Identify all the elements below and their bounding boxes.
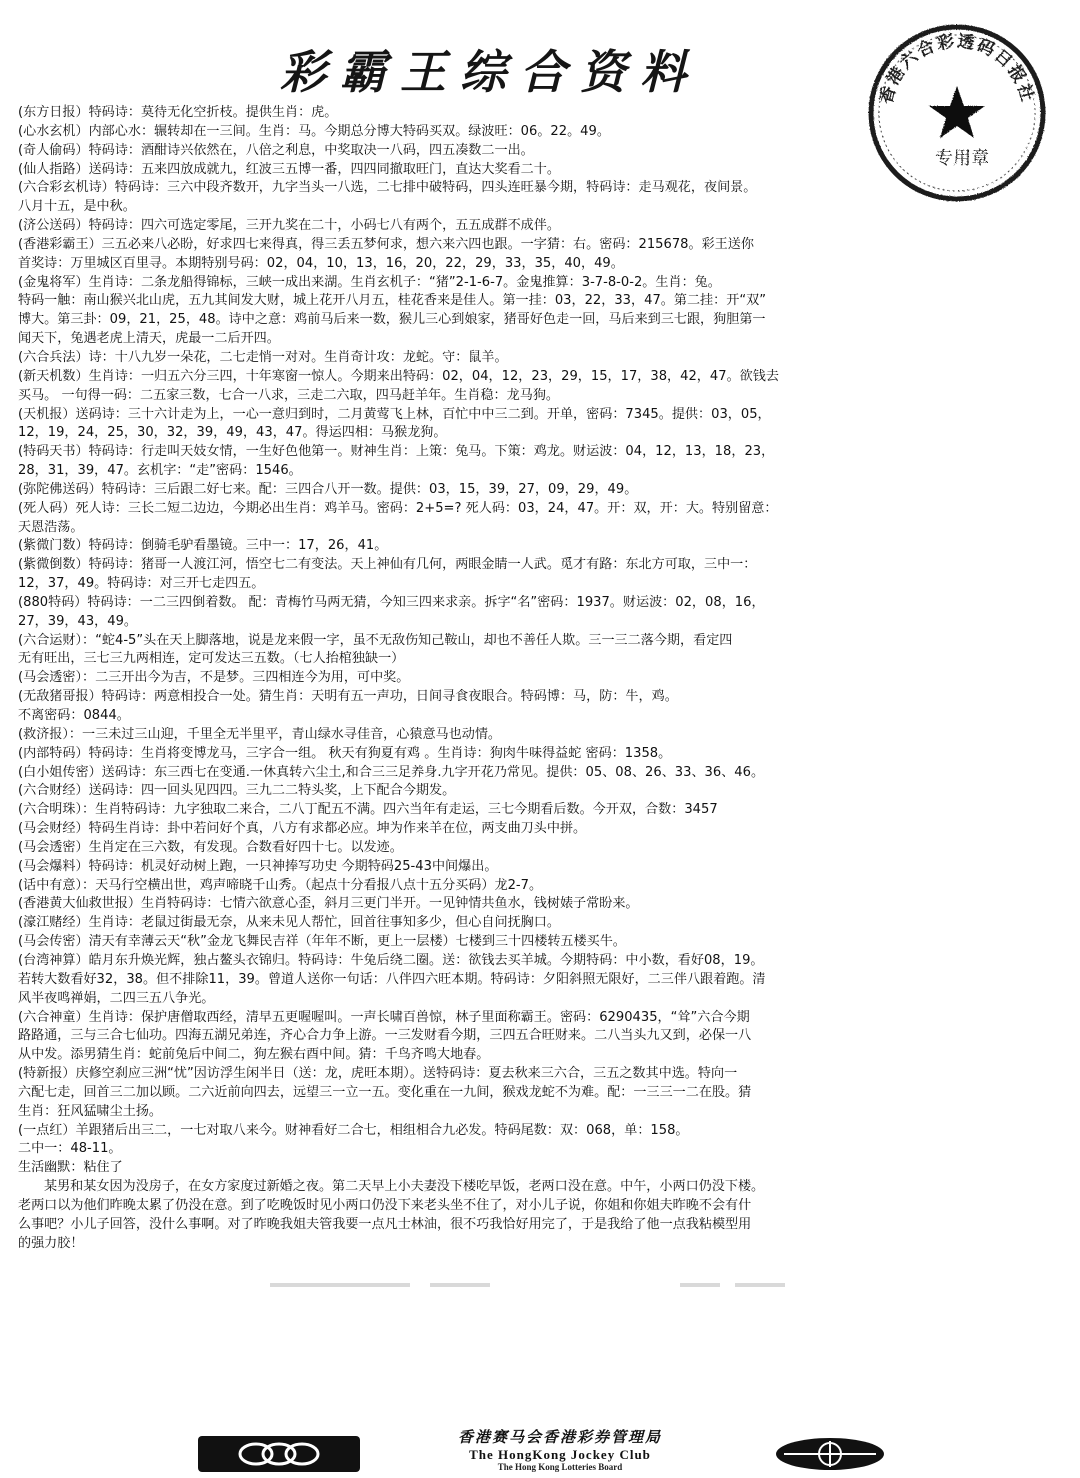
text-line: (仙人指路）送码诗：五来四放成就九，红波三五博一番，四四同撤取旺门，直达大奖看二十。 <box>18 161 560 177</box>
text-line: (心水玄机）内部心水：辗转却在一三间。生肖：马。今期总分博大特码买双。绿波旺：06。22。49。 <box>18 123 610 139</box>
text-line: 某男和某女因为没房子，在女方家度过新婚之夜。第二天早上小夫妻没下楼吃早饭，老两口没在意。中午，小两口仍没下楼。 <box>44 1179 765 1195</box>
text-line: (济公送码）特码诗：四六可选定零尾，三开九奖在二十，小码七八有两个，五五成群不成伴。 <box>18 218 560 234</box>
text-line: 27，39，43，49。 <box>18 613 138 629</box>
article-body <box>18 104 1064 1253</box>
lottery-logo-left <box>198 1436 360 1472</box>
text-line: (台湾神算）皓月东升焕光辉，独占鳌头衣锦归。特码诗：牛兔后绕二圈。送：欲钱去买羊城。今期特码：中小数，看好08，19。 <box>18 952 764 968</box>
text-line: (死人码）死人诗：三长二短二边边，今期必出生肖：鸡羊马。密码：2+5=? 死人码：03，24，47。开：双，开：大。特别留意： <box>18 500 778 516</box>
text-line: 12，19，24，25，30，32，39，49，43，47。得运四相：马猴龙狗。 <box>18 425 447 441</box>
organization-name-en-sub: The Hong Kong Lotteries Board <box>497 1462 623 1472</box>
text-line: 不离密码：0844。 <box>18 708 130 723</box>
text-line: 生肖：狂风猛啸尘土扬。 <box>18 1103 163 1119</box>
text-line: 路路通，三与三合七仙功。四海五湖兄弟连，齐心合力争上游。一三发财看今期，三四五合旺财来。二八当头九又到，必保一八 <box>18 1028 752 1044</box>
text-line: (香港黄大仙救世报）生肖特码诗：七情六欲意心歪，斜月三更门半开。一见钟情共鱼水，钱树婊子常盼来。 <box>18 896 639 912</box>
text-line: (无敌猪哥报）特码诗：两意相投合一处。猜生肖：天明有五一声功，日间寻食夜眼合。特码博：马，防：牛，鸡。 <box>18 689 678 705</box>
text-line: (话中有意）：天马行空横出世，鸡声啼晓千山秀。（起点十分看报八点十五分买码）龙2-7。 <box>18 877 543 893</box>
text-line: (白小姐传密）送码诗：东三西七在变通.一休真转六尘土,和合三三足养身.九字开花乃常见。提供：05、08、26、33、36、46。 <box>18 764 765 780</box>
text-line: (六合彩玄机诗）特码诗：三六中段齐数开，九字当头一八选，二七排中破特码，四头连旺暴今期，特码诗：走马观花，夜间景。 <box>18 180 757 196</box>
text-line: (香港彩霸王）三五必来八必盼，好求四七来得真，得三丢五梦何求，想六来六四也跟。一字猜：右。密码：215678。彩王送你 <box>18 236 754 252</box>
text-line: 买马。 一句得一码：二五家三数，七合一八求，三走二六取，四马赶羊年。生肖稳：龙马狗。 <box>18 387 560 403</box>
text-line: (六合运财）：“蛇4-5”头在天上脚落地，说是龙来假一字，虽不无敌伤知己鞍山，却也不善任人欺。三一三二落今期，看定四 <box>18 632 733 648</box>
text-line: 风半夜鸣禅娟，二四三五八争光。 <box>18 990 215 1006</box>
text-line: 老两口以为他们昨晚太累了仍没在意。到了吃晚饭时见小两口仍没下来老头坐不住了，对小儿子说，你姐和你姐夫昨晚不会有什 <box>18 1197 752 1213</box>
text-line: (奇人偷码）特码诗：酒酣诗兴依然在，八倍之利息，中奖取决一八码，四五凑数二一出。 <box>18 142 534 158</box>
text-line: (六合兵法）诗：十八九岁一朵花，二七走悄一对对。生肖奇计攻：龙蛇。守：鼠羊。 <box>18 349 508 365</box>
text-line: (金鬼将军）生肖诗：二条龙船得锦标，三峡一成出来湖。生肖玄机子：“猪”2-1-6-7。金鬼推算：3-7-8-0-2。生肖：兔。 <box>18 274 721 290</box>
text-line: (六合财经）送码诗：四一回头见四四。三九二二特头奖，上下配合今期发。 <box>18 783 456 799</box>
text-line: (新天机数）生肖诗：一归五六分三四，十年寒窗一惊人。今期来出特码：02，04，12，23，29，15，17，38，42，47。欲钱去 <box>18 368 779 384</box>
text-line: 六配七走，回首三二加以顾。二六近前向四去，远望三一立一五。变化重在一九间，猴戏龙蛇不为难。配：一三三一二在股。猜 <box>18 1084 752 1100</box>
text-line: 特码一触：南山猴兴北山虎，五九其间发大财，城上花开八月五，桂花香来是佳人。第一挂：03，22，33，47。第二挂：开“双” <box>18 293 766 309</box>
text-line: 12，37，49。特码诗：对三开七走四五。 <box>18 576 265 592</box>
text-line: 28，31，39，47。玄机字：“走”密码：1546。 <box>18 463 302 479</box>
organization-name-cn: 香港赛马会香港彩券管理局 <box>457 1428 662 1446</box>
text-line: 闻天下，兔遇老虎上清天，虎最一二后开四。 <box>18 331 280 347</box>
text-line: (马会透密）：二三开出今为吉，不是梦。三四相连今为用，可中奖。 <box>18 670 410 686</box>
text-line: 生活幽默：粘住了 <box>18 1160 123 1176</box>
text-line: 无有旺出，三七三九两相连，定可发达三五数。（七人抬棺独缺一） <box>18 651 405 667</box>
text-line: (六合神童）生肖诗：保护唐僧取西经，清早五更喔喔叫。一声长啸百兽惊，林子里面称霸王。密码：6290435，“耸”六合今期 <box>18 1009 750 1025</box>
text-line: (880特码）特码诗：一二三四倒着数。 配：青梅竹马两无猜，今知三四来求亲。拆字“名”密码：1937。财运波：02，08，16， <box>18 594 765 610</box>
page-title: 彩霸王综合资料 <box>280 45 700 99</box>
text-line: (马会爆料）特码诗：机灵好动树上跑，一只神捧写功史 今期特码25-43中间爆出。 <box>18 858 498 874</box>
text-line: 八月十五，是中秋。 <box>18 199 136 215</box>
print-smear <box>735 1283 785 1287</box>
stamp-ring-text: 香港六合彩透码日报社 <box>876 31 1038 106</box>
text-line: (天机报）送码诗：三十六计走为上，一心一意归到时，二月黄莺飞上林，百忙中中三二到。开单，密码：7345。提供：03，05， <box>18 406 771 422</box>
text-line: (马会财经）特码生肖诗：卦中若问好个真，八方有求都必应。坤为作来羊在位，两支曲刀头中拼。 <box>18 821 587 837</box>
text-line: (特新报）庆修空刹应三洲“忧”因访浮生闲半日（送：龙，虎旺本期）。送特码诗：夏去秋来三六合，三五之数其中选。特向一 <box>18 1066 738 1082</box>
stamp-center-label: 专用章 <box>935 148 989 169</box>
text-line: (弥陀佛送码）特码诗：三后跟二好七来。配：三四合八开一数。提供：03，15，39，27，09，29，49。 <box>18 481 638 497</box>
print-smear <box>680 1283 720 1287</box>
print-smear <box>270 1283 410 1287</box>
footer <box>0 1418 1080 1478</box>
text-line: (救济报）：一三未过三山迎，千里全无半里平，青山绿水寻佳音，心猿意马也动情。 <box>18 726 502 742</box>
print-smear <box>430 1283 490 1287</box>
text-line: 首奖诗：万里城区百里寻。本期特别号码：02，04，10，13，16，20，22，29，33，35，40，49。 <box>18 255 624 271</box>
text-line: (濠江赌经）生肖诗：老鼠过街最无奈，从来未见人帮忙，回首往事知多少，但心自问抚胸口。 <box>18 915 560 931</box>
text-line: (一点红）羊跟猪后出三二，一七对取八来今。财神看好二合七，相组相合九必发。特码尾数：双：068，单：158。 <box>18 1122 689 1138</box>
text-line: (六合明珠）：生肖特码诗：九字独取二来合，二八丁配五不满。四六当年有走运，三七今期看后数。今开双，合数：3457 <box>18 802 718 818</box>
text-line: 二中一：48-11。 <box>18 1141 122 1157</box>
text-line: (特码天书）特码诗：行走叫天妓女情，一生好色他第一。财神生肖：上策：兔马。下策：鸡龙。财运波：04，12，13，18，23， <box>18 444 775 460</box>
text-line: 从中发。添男猜生肖：蛇前兔后中间二，狗左猴右酉中间。猜：千鸟齐鸣大地春。 <box>18 1047 490 1063</box>
text-line: (内部特码）特码诗：生肖将变博龙马，三字合一组。 秋天有狗夏有鸡 。生肖诗：狗肉牛味得益蛇 密码：1358。 <box>18 745 672 761</box>
text-line: (东方日报）特码诗：莫待无化空折枝。提供生肖：虎。 <box>18 105 338 120</box>
text-line: 么事吧？小儿子回答，没什么事啊。对了昨晚我姐夫管我要一点凡士林油，很不巧我恰好用完了，于是我给了他一点我粘模型用 <box>18 1216 752 1232</box>
text-line: (紫微门数）特码诗：倒骑毛驴看墨镜。三中一：17，26，41。 <box>18 538 388 554</box>
text-line: (马会传密）清天有幸薄云天“秋”金龙飞舞民吉祥（年年不断，更上一层楼）七楼到三十四楼转五楼买牛。 <box>18 934 626 950</box>
text-line: 的强力胶！ <box>18 1235 84 1251</box>
jockey-club-logo <box>770 1434 890 1474</box>
organization-names <box>380 1426 740 1473</box>
text-line: (紫微倒数）特码诗：猪哥一人渡江河，悟空七二有变法。天上神仙有几何，两眼金睛一人武。觅才有路：东北方可取，三中一： <box>18 557 757 573</box>
text-line: 博大。第三卦：09，21，25，48。诗中之意：鸡前马后来一数，猴儿三心到娘家，猪哥好色走一回，马后来到三七跟，狗胆第一 <box>18 312 766 328</box>
organization-name-en: The HongKong Jockey Club <box>469 1447 651 1462</box>
text-line: 若转大数看好32，38。但不排除11，39。曾道人送你一句话：八伴四六旺本期。特码诗：夕阳斜照无限好，二三伴八跟着跑。清 <box>18 971 766 987</box>
text-line: 天恩浩荡。 <box>18 519 84 535</box>
text-line: (马会透密）生肖定在三六数，有发现。合数看好四十七。以发迹。 <box>18 839 403 855</box>
